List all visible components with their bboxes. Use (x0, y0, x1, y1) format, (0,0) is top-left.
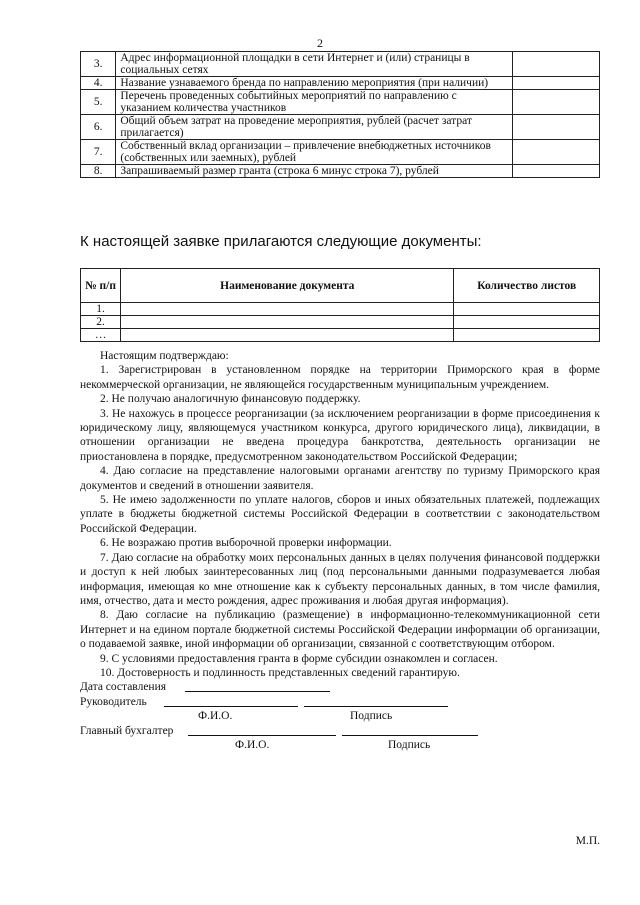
row-value (512, 52, 599, 77)
confirmation-item: 5. Не имею задолженности по уплате налогов, сборов и иных обязательных платежей, подлежащих уплате в бюджеты бюджетной системы Российской Федерации в соответствии с законодательством Российской Федерации. (80, 494, 600, 535)
head-sign-caption: Подпись (350, 710, 393, 723)
confirmation-item: 1. Зарегистрирован в установленном порядке на территории Приморского края в форме некоммерческой организации, не являющейся государственным муниципальным учреждением. (80, 364, 600, 391)
accountant-sign-caption: Подпись (388, 738, 431, 751)
confirmation-item: 3. Не нахожусь в процессе реорганизации (за исключением реорганизации в форме присоединения к юридическому лицу, являющемуся участником конкурса, другого юридического лица), ликвидации, в отношении организации не введена процедура банкротства, деятельность организации не приостановлена в порядке, предусмотренном законодательством Российской Федерации; (80, 407, 600, 463)
attached-documents-table (80, 268, 600, 342)
accountant-fio-field (188, 735, 336, 736)
row-text: Запрашиваемый размер гранта (строка 6 минус строка 7), рублей (116, 165, 513, 178)
doc-pages (454, 329, 600, 342)
confirmation-item: 2. Не получаю аналогичную финансовую поддержку. (100, 393, 361, 406)
header-page-count: Количество листов (454, 269, 600, 303)
doc-name (121, 303, 454, 316)
doc-number: 2. (81, 316, 121, 329)
header-number: № п/п (81, 269, 121, 303)
table-row (81, 303, 600, 316)
head-fio-caption: Ф.И.О. (198, 710, 233, 723)
table-row (81, 316, 600, 329)
row-number: 5. (81, 90, 116, 115)
confirmation-item: 7. Даю согласие на обработку моих персональных данных в целях получения финансовой поддержки и доступ к ней любых заинтересованных лиц (под персональными данными подразумевается любая информация, имеющая ко мне отношение как к субъекту персональных данных, в том числе фамилия, имя, отчество, дата и место рождения, адрес проживания и любая другая информация). (80, 551, 600, 607)
confirmation-item: 9. С условиями предоставления гранта в форме субсидии ознакомлен и согласен. (100, 652, 498, 665)
accountant-captions (80, 738, 600, 752)
row-value (512, 165, 599, 178)
row-value (512, 115, 599, 140)
doc-number: 1. (81, 303, 121, 316)
stamp-place: М.П. (575, 835, 600, 847)
row-text: Название узнаваемого бренда по направлению мероприятия (при наличии) (116, 77, 513, 90)
row-value (512, 90, 599, 115)
table-row (81, 165, 600, 178)
table-row (81, 90, 600, 115)
row-text: Общий объем затрат на проведение мероприятия, рублей (расчет затрат прилагается) (116, 115, 513, 140)
accountant-label: Главный бухгалтер (80, 724, 174, 737)
row-number: 7. (81, 140, 116, 165)
date-line (80, 680, 600, 694)
accountant-fio-caption: Ф.И.О. (235, 738, 270, 751)
confirmation-text (80, 349, 600, 752)
confirmation-item: 4. Даю согласие на представление налоговыми органами агентству по туризму Приморского края документов и сведений в отношении заявителя. (80, 465, 600, 492)
confirmation-intro: Настоящим подтверждаю: (100, 350, 229, 362)
row-value (512, 140, 599, 165)
table-row (81, 140, 600, 165)
doc-pages (454, 316, 600, 329)
confirmation-item: 6. Не возражаю против выборочной проверки информации. (100, 537, 392, 550)
head-label: Руководитель (80, 695, 147, 708)
doc-pages (454, 303, 600, 316)
row-text: Адрес информационной площадки в сети Интернет и (или) страницы в социальных сетях (116, 52, 513, 77)
page-number: 2 (317, 36, 323, 50)
doc-name (121, 329, 454, 342)
table-row (81, 115, 600, 140)
doc-number: … (81, 329, 121, 342)
head-fio-field (164, 706, 298, 707)
table-row (81, 329, 600, 342)
head-sign-field (304, 706, 448, 707)
row-number: 6. (81, 115, 116, 140)
table-row (81, 52, 600, 77)
table-row (81, 77, 600, 90)
documents-heading: К настоящей заявке прилагаются следующие документы: (80, 233, 482, 250)
confirmation-item: 8. Даю согласие на публикацию (размещение) в информационно-телекоммуникационной сети Интернет и на едином портале бюджетной системы Российской Федерации информации об организации, о подаваемой заявке, иной информации об организации, связанной с соответствующим отбором. (80, 609, 600, 651)
row-number: 3. (81, 52, 116, 77)
doc-name (121, 316, 454, 329)
date-field (185, 691, 330, 692)
row-number: 4. (81, 77, 116, 90)
accountant-sign-field (342, 735, 478, 736)
row-value (512, 77, 599, 90)
date-label: Дата составления (80, 681, 167, 694)
head-line (80, 695, 600, 709)
row-text: Собственный вклад организации – привлечение внебюджетных источников (собственных или заемных), рублей (116, 140, 513, 165)
application-info-table (80, 51, 600, 178)
accountant-line (80, 724, 600, 738)
confirmation-item: 10. Достоверность и подлинность представленных сведений гарантирую. (100, 666, 460, 679)
row-number: 8. (81, 165, 116, 178)
row-text: Перечень проведенных событийных мероприятий по направлению с указанием количества участников (116, 90, 513, 115)
head-captions (80, 709, 600, 723)
header-document-name: Наименование документа (121, 269, 454, 303)
